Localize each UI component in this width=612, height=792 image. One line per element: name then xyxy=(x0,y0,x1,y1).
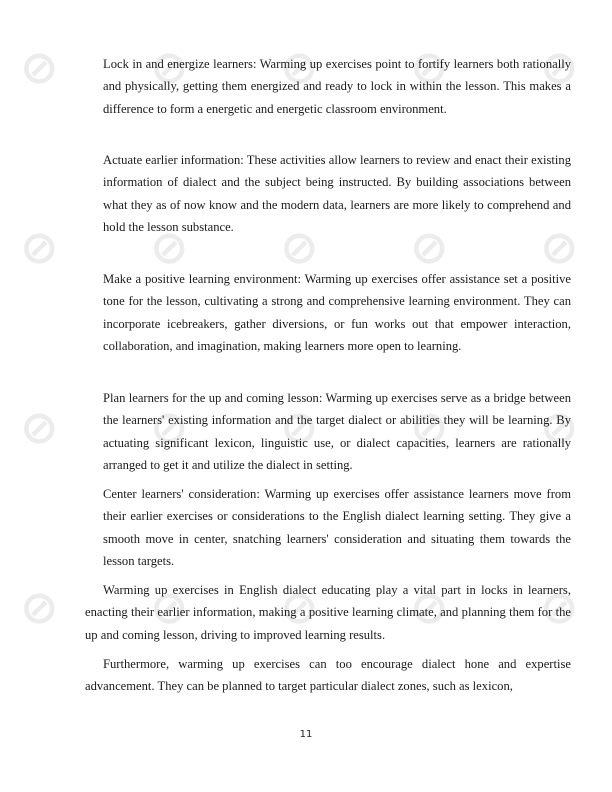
watermark-glyph: ⊘ xyxy=(150,400,189,454)
list-item-engage-learners: Lock in and energize learners: Warming up exercises point to fortify learners both rationally and physically, getting them energized and ready to lock in within the lesson. This makes a difference to form a energetic and energetic classroom environment. xyxy=(103,57,571,116)
watermark-glyph: ⊘ xyxy=(540,220,579,274)
watermark-glyph: ⊘ xyxy=(20,40,59,94)
watermark-glyph: ⊘ xyxy=(150,580,189,634)
watermark-glyph: ⊘ xyxy=(410,400,449,454)
watermark-glyph: ⊘ xyxy=(20,400,59,454)
list-item-activate-prior-knowledge: Actuate earlier information: These activities allow learners to review and enact their existing information of dialect and the subject being instructed. By building associations between what they as of now know and the modern data, learners are more likely to comprehend and hold the lesson substance. xyxy=(103,153,571,234)
watermark-glyph: ⊘ xyxy=(280,400,319,454)
watermark-glyph: ⊘ xyxy=(280,40,319,94)
watermark-glyph: ⊘ xyxy=(280,580,319,634)
watermark-glyph: ⊘ xyxy=(540,400,579,454)
watermark-glyph: ⊘ xyxy=(410,580,449,634)
body-paragraph: Warming up exercises in English dialect educating play a vital part in locks in learners, enacting their earlier information, making a positive learning climate, and planning them for the up and coming lesson, driving to improved learning results. xyxy=(85,583,571,642)
watermark-glyph: ⊘ xyxy=(150,40,189,94)
list-item-positive-environment: Make a positive learning environment: Warming up exercises offer assistance set a positive tone for the lesson, cultivating a strong and comprehensive learning environment. They can incorporate icebreakers, gather diversions, or fun works out that empower interaction, collaboration, and imagination, making learners more open to learning. xyxy=(103,272,571,353)
list-item-prepare-learners: Plan learners for the up and coming lesson: Warming up exercises serve as a bridge between the learners' existing information and the target dialect or abilities they will be learning. By actuating significant lexicon, linguistic use, or dialect capacities, learners are rationally arranged to get it and utilize the dialect in setting. xyxy=(103,391,571,472)
list-item-focus-attention: Center learners' consideration: Warming up exercises offer assistance learners move from their earlier exercises or considerations to the English dialect learning setting. They give a smooth move in center, snatching learners' consideration and situating them towards the lesson targets. xyxy=(103,487,571,568)
watermark-glyph: ⊘ xyxy=(540,40,579,94)
watermark-glyph: ⊘ xyxy=(280,220,319,274)
watermark-glyph: ⊘ xyxy=(150,220,189,274)
watermark-glyph: ⊘ xyxy=(410,220,449,274)
body-paragraph: Furthermore, warming up exercises can too encourage dialect hone and expertise advancement. They can be planned to target particular dialect zones, such as lexicon, xyxy=(85,657,571,694)
watermark-glyph: ⊘ xyxy=(410,40,449,94)
page-number: 11 xyxy=(299,729,313,740)
watermark-glyph: ⊘ xyxy=(20,220,59,274)
watermark-glyph: ⊘ xyxy=(20,580,59,634)
watermark-glyph: ⊘ xyxy=(540,580,579,634)
